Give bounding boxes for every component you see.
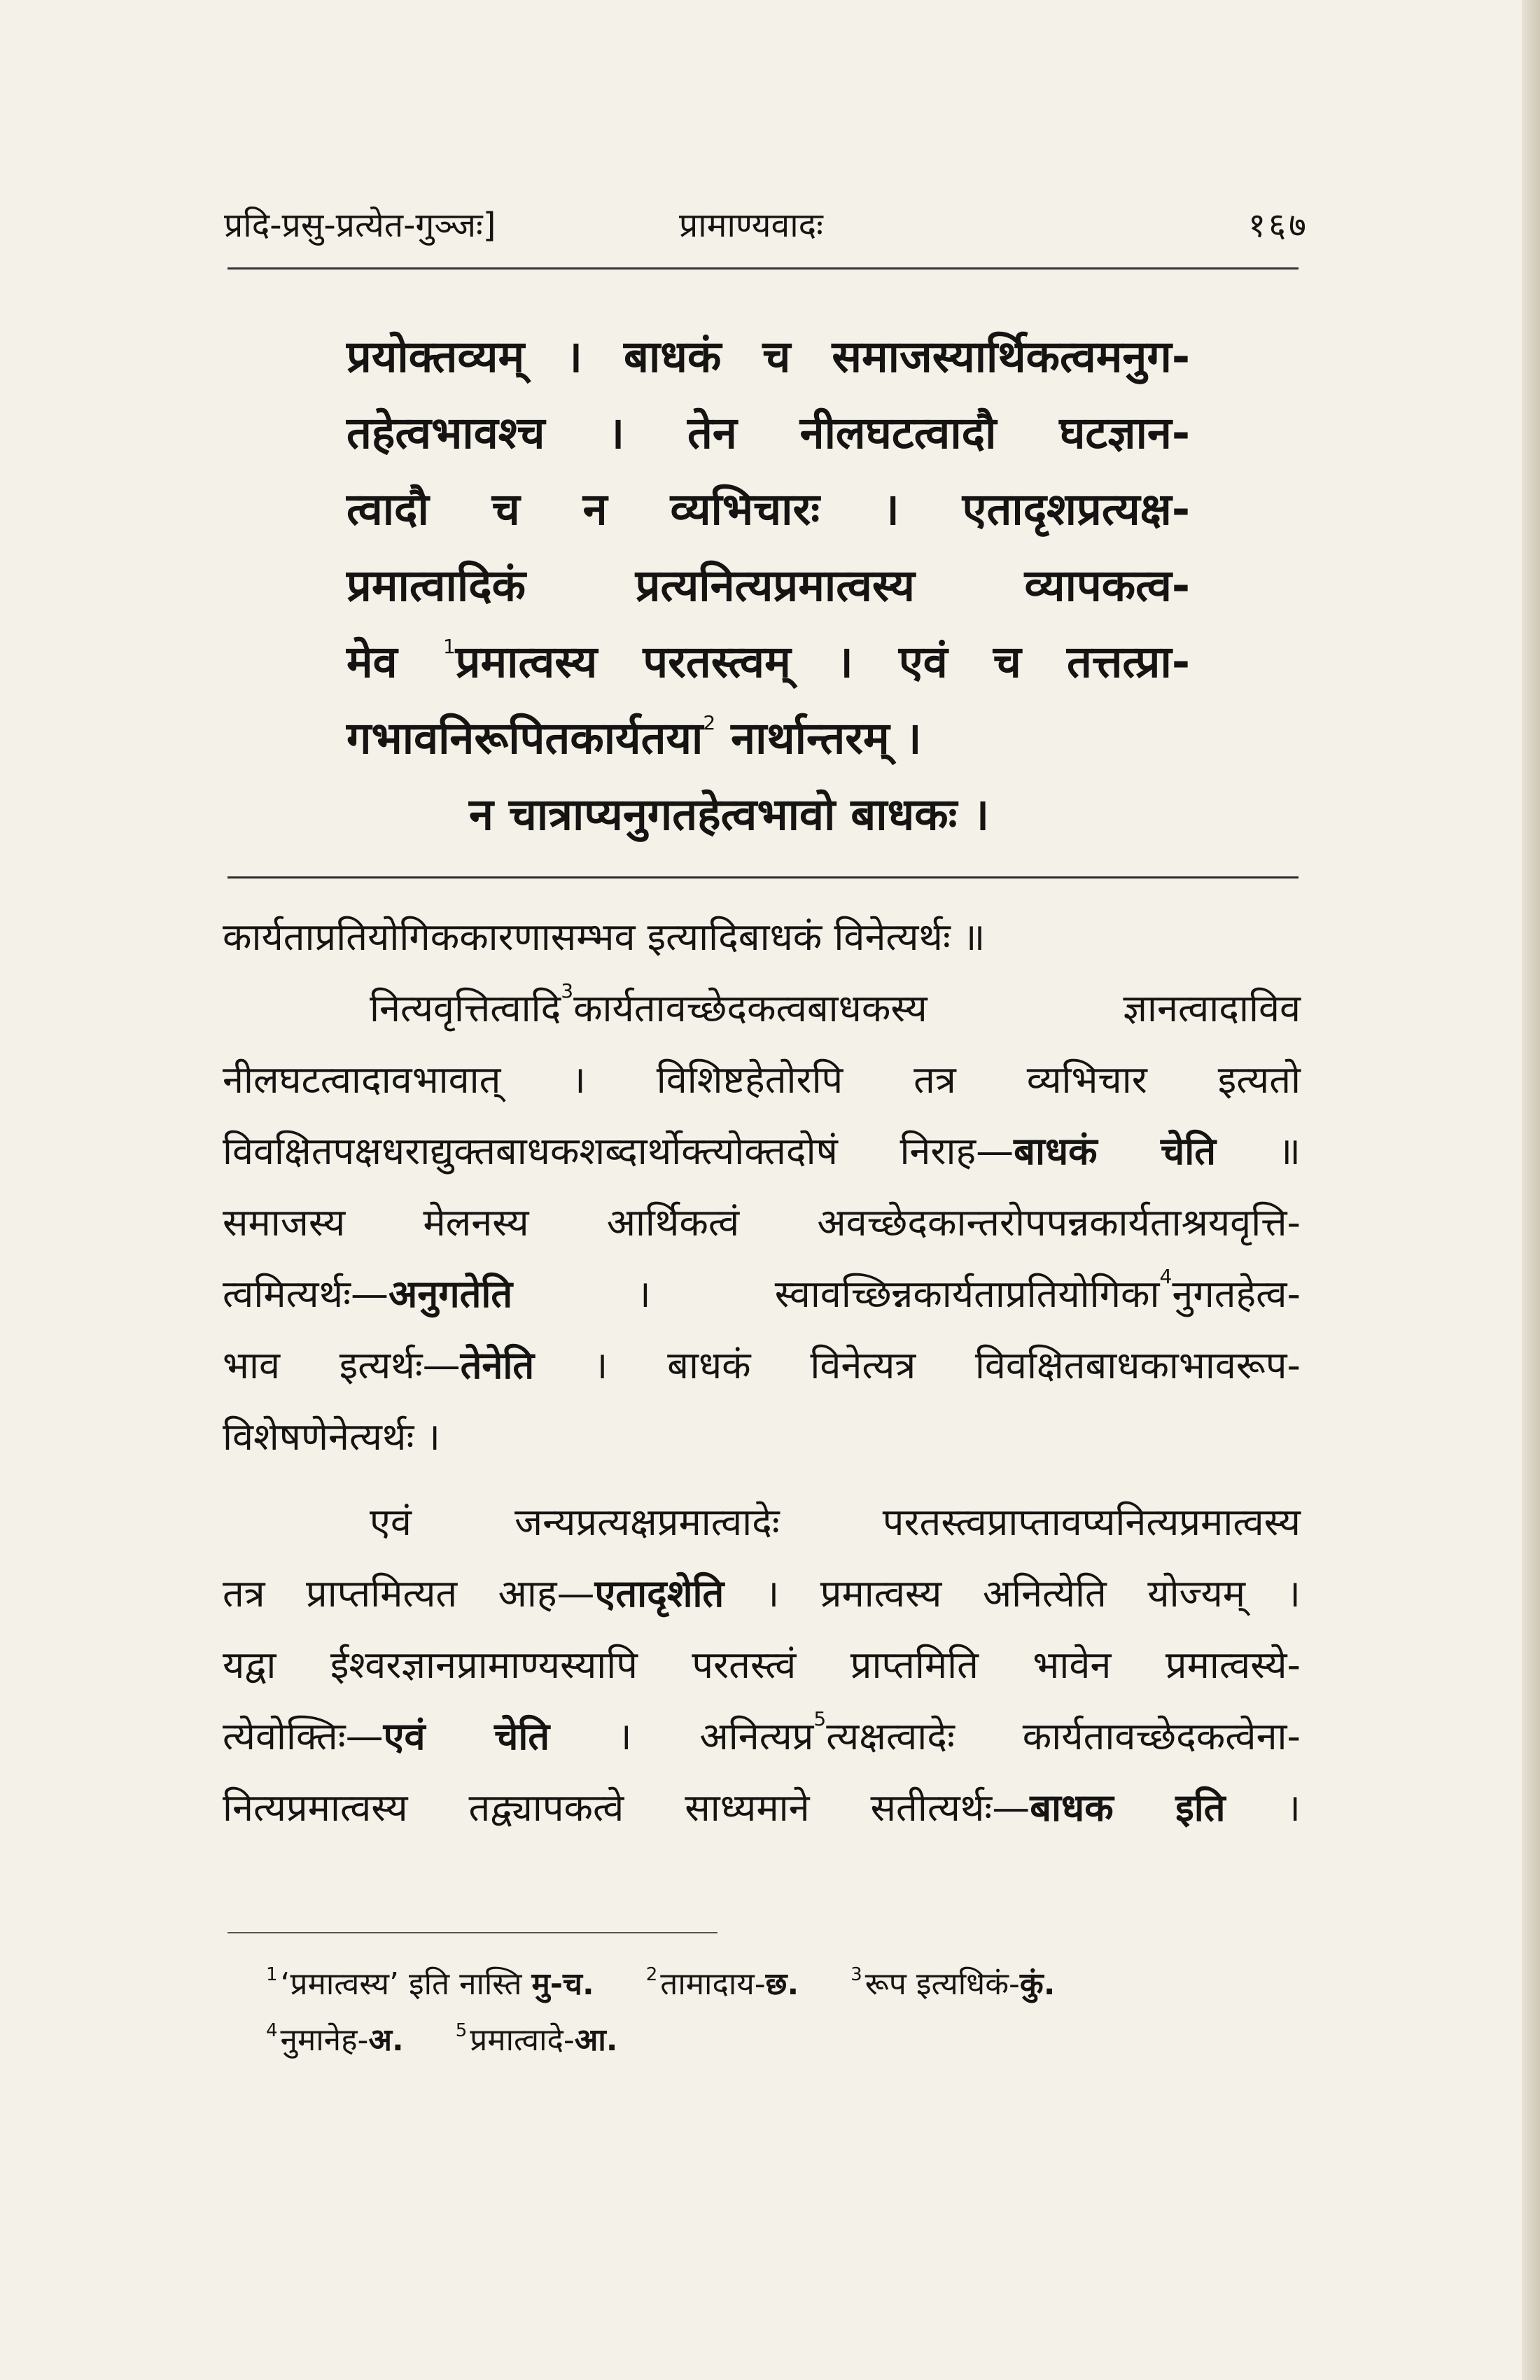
footnote-marker: 1 [442, 635, 456, 658]
footnote-source: मु-च. [531, 1966, 594, 2002]
commentary-line [223, 1772, 1301, 1844]
root-line [346, 700, 1190, 776]
commentary-text: । स्वावच्छिन्नकार्यताप्रतियोगिका [512, 1272, 1160, 1316]
root-line [346, 624, 1190, 700]
section-divider [227, 876, 1298, 878]
commentary-text: भाव इत्यर्थः— [223, 1343, 461, 1387]
footnote-marker: 2 [703, 711, 716, 734]
commentary-block [223, 902, 1301, 1844]
footnote [456, 2022, 618, 2058]
footnote-source: आ. [574, 2022, 618, 2058]
commentary-text: नित्यवृत्तित्वादि [370, 986, 561, 1030]
lemma: बाधक इति [1030, 1786, 1226, 1830]
commentary-text: त्वमित्यर्थः— [223, 1272, 389, 1316]
header-chapter-title: प्रामाण्यवादः [679, 206, 823, 245]
footnote-row [266, 1956, 1302, 2012]
root-text-block [346, 318, 1190, 853]
commentary-paragraph [223, 1487, 1301, 1844]
commentary-line [223, 1701, 1301, 1772]
root-text: नार्थान्तरम् । [715, 713, 922, 764]
commentary-text: नुगतहेत्व- [1172, 1272, 1301, 1316]
commentary-text: कार्यतावच्छेदकत्वबाधकस्य ज्ञानत्वादाविव [573, 986, 1301, 1030]
footnote [850, 1966, 1055, 2002]
footnote-text: ‘प्रमात्वस्य’ इति नास्ति [280, 1966, 532, 2002]
lemma: एतादृशेति [594, 1572, 724, 1616]
commentary-text: त्यक्षत्वादेः कार्यतावच्छेदकत्वेना- [826, 1714, 1301, 1758]
footnote-source: अ. [368, 2022, 404, 2058]
footnote-number: 1 [266, 1964, 278, 1985]
commentary-text: । बाधकं विनेत्यत्र विवक्षितबाधकाभावरूप- [534, 1343, 1301, 1387]
footnote-rule [227, 1932, 718, 1933]
footnote-row [266, 2012, 1302, 2068]
commentary-line: विशेषणेनेत्यर्थः । [223, 1415, 440, 1459]
root-line: प्रयोक्तव्यम् । बाधकं च समाजस्यार्थिकत्वमनुग- [346, 331, 1190, 382]
footnote-marker: 4 [1159, 1265, 1172, 1288]
commentary-text: तत्र प्राप्तमित्यत आह— [223, 1572, 595, 1616]
page-edge [1522, 0, 1540, 2380]
commentary-text: ॥ [1216, 1129, 1301, 1173]
footnote-source: कुं. [1019, 1966, 1056, 2002]
commentary-text: । [1225, 1786, 1301, 1830]
footnote-marker: 3 [561, 979, 574, 1002]
footnote-number: 2 [645, 1964, 658, 1985]
commentary-line: नीलघटत्वादावभावात् । विशिष्टहेतोरपि तत्र व्यभिचार इत्यतो [223, 1058, 1301, 1102]
commentary-line: समाजस्य मेलनस्य आर्थिकत्वं अवच्छेदकान्तरोपपन्नकार्यताश्रयवृत्ति- [223, 1200, 1301, 1245]
root-text: गभावनिरूपितकार्यतया [346, 713, 704, 764]
footnote [266, 1966, 594, 2002]
footnote [646, 1966, 799, 2002]
commentary-line: एवं जन्यप्रत्यक्षप्रमात्वादेः परतस्त्वप्राप्तावप्यनित्यप्रमात्वस्य [370, 1500, 1301, 1544]
root-text: मेव [346, 636, 398, 687]
commentary-line [223, 973, 1301, 1044]
commentary-line [223, 1330, 1301, 1401]
root-line: त्वादौ च न व्यभिचारः । एतादृशप्रत्यक्ष- [346, 484, 1190, 535]
root-line: तहेत्वभावश्च । तेन नीलघटत्वादौ घटज्ञान- [346, 407, 1190, 458]
root-line: प्रमात्वादिकं प्रत्यनित्यप्रमात्वस्य व्यापकत्व- [346, 560, 1190, 611]
root-text: प्रमात्वस्य परतस्त्वम् । एवं च तत्तत्प्रा- [455, 636, 1190, 687]
page-number: १६७ [1248, 206, 1309, 245]
running-header [224, 197, 1309, 253]
lemma: अनुगतेति [388, 1272, 513, 1316]
footnote-text: रूप इत्यधिकं- [864, 1966, 1020, 2002]
commentary-line [223, 1259, 1301, 1330]
commentary-line: कार्यताप्रतियोगिककारणासम्भव इत्यादिबाधकं विनेत्यर्थः ॥ [223, 915, 986, 959]
lemma: एवं चेति [383, 1714, 550, 1758]
commentary-text: त्येवोक्तिः— [223, 1714, 384, 1758]
commentary-text: विवक्षितपक्षधराद्युक्तबाधकशब्दार्थोक्त्योक्तदोषं निराह— [223, 1129, 1014, 1173]
commentary-line: यद्वा ईश्वरज्ञानप्रामाण्यस्यापि परतस्त्वं प्राप्तमिति भावेन प्रमात्वस्ये- [223, 1643, 1301, 1687]
footnote-text: तामादाय- [660, 1966, 766, 2002]
footnote-source: छ. [765, 1966, 799, 2002]
footnote-text: नुमानेह- [280, 2022, 369, 2058]
footnotes [266, 1956, 1302, 2068]
root-line: न चात्राप्यनुगतहेत्वभावो बाधकः । [469, 789, 990, 840]
footnote [266, 2022, 404, 2058]
footnote-number: 4 [266, 2020, 278, 2041]
commentary-text: । प्रमात्वस्य अनित्येति योज्यम् । [724, 1572, 1301, 1616]
header-rule [227, 267, 1298, 270]
footnote-number: 5 [455, 2020, 468, 2041]
footnote-marker: 5 [813, 1707, 827, 1730]
lemma: तेनेति [460, 1343, 535, 1387]
commentary-line [223, 1116, 1301, 1187]
lemma: बाधकं चेति [1014, 1129, 1216, 1173]
commentary-text: नित्यप्रमात्वस्य तद्व्यापकत्वे साध्यमाने सतीत्यर्थः— [223, 1786, 1030, 1830]
commentary-text: । अनित्यप्र [550, 1714, 814, 1758]
footnote-number: 3 [850, 1964, 862, 1985]
footnote-text: प्रमात्वादे- [470, 2022, 575, 2058]
header-section-title: प्रदि-प्रसु-प्रत्येत-गुञ्जः] [224, 206, 496, 245]
commentary-line [223, 1558, 1301, 1630]
